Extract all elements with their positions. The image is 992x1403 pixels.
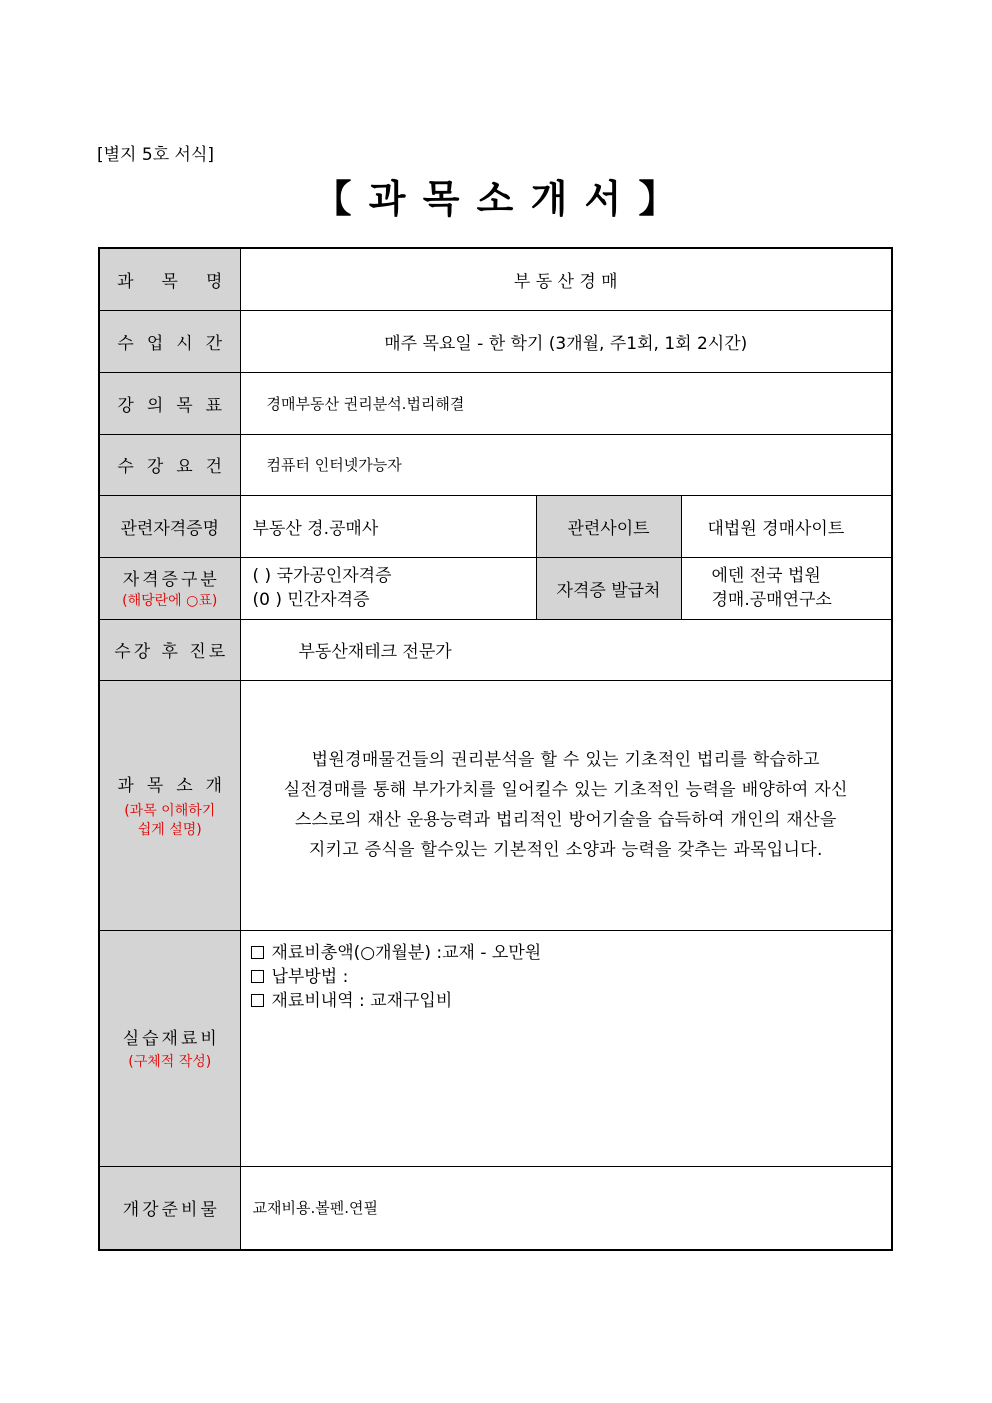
issuer-line-2: 경매.공매연구소 xyxy=(711,590,832,610)
sublabel-materials: (구체적 작성) xyxy=(128,1054,212,1070)
label-certificate: 관련자격증명 xyxy=(99,495,240,557)
value-issuer xyxy=(681,557,892,619)
label-career: 수강 후 진로 xyxy=(99,619,240,680)
value-cert-type xyxy=(240,557,536,619)
cert-option-national: ( ) 국가공인자격증 xyxy=(252,566,392,586)
row-materials xyxy=(99,930,892,1166)
checkbox-icon xyxy=(251,994,264,1007)
title-bracket-right: 】 xyxy=(638,177,679,221)
label-subject: 과목명 xyxy=(99,248,240,310)
row-goal xyxy=(99,372,892,434)
row-class-time xyxy=(99,310,892,372)
value-certificate: 부동산 경.공매사 xyxy=(240,495,536,557)
value-preparation: 교재비용.볼펜.연필 xyxy=(240,1166,892,1250)
value-goal: 경매부동산 권리분석.법리해결 xyxy=(240,372,892,434)
label-intro: 과목소개 (과목 이해하기 쉽게 설명) xyxy=(99,680,240,930)
label-materials: 실습재료비 (구체적 작성) xyxy=(99,930,240,1166)
fee-item-total: 재료비총액(○개월분) :교재 - 오만원 xyxy=(251,941,892,965)
value-related-site: 대법원 경매사이트 xyxy=(681,495,892,557)
fee-item-payment: 납부방법 : xyxy=(251,965,892,989)
sublabel-cert-type: (해당란에 ○표) xyxy=(122,593,218,609)
intro-line-1: 법원경매물건들의 권리분석을 할 수 있는 기초적인 법리를 학습하고 xyxy=(311,750,820,770)
title-bracket-left: 【 xyxy=(313,177,354,221)
course-intro-table xyxy=(98,247,893,1251)
value-career: 부동산재테크 전문가 xyxy=(240,619,892,680)
label-requirement: 수강요건 xyxy=(99,434,240,495)
intro-line-2: 실전경매를 통해 부가가치를 일어킬수 있는 기초적인 능력을 배양하여 자신 xyxy=(283,780,848,800)
label-cert-type: 자격증구분 (해당란에 ○표) xyxy=(99,557,240,619)
row-preparation xyxy=(99,1166,892,1250)
checkbox-icon xyxy=(251,946,264,959)
row-intro xyxy=(99,680,892,930)
value-intro xyxy=(240,680,892,930)
label-goal: 강의목표 xyxy=(99,372,240,434)
fee-item-details: 재료비내역 : 교재구입비 xyxy=(251,989,892,1013)
value-materials xyxy=(240,930,892,1166)
value-class-time: 매주 목요일 - 한 학기 (3개월, 주1회, 1회 2시간) xyxy=(240,310,892,372)
document-title xyxy=(0,168,992,223)
sublabel-intro-2: 쉽게 설명) xyxy=(137,821,202,838)
form-label: [별지 5호 서식] xyxy=(97,145,214,165)
row-career xyxy=(99,619,892,680)
row-subject xyxy=(99,248,892,310)
cert-option-private: (0 ) 민간자격증 xyxy=(252,590,370,610)
checkbox-icon xyxy=(251,970,264,983)
row-certificate xyxy=(99,495,892,557)
row-requirement xyxy=(99,434,892,495)
issuer-line-1: 에덴 전국 법원 xyxy=(711,566,821,586)
intro-line-3: 스스로의 재산 운용능력과 법리적인 방어기술을 습득하여 개인의 재산을 xyxy=(294,810,837,830)
label-preparation: 개강준비물 xyxy=(99,1166,240,1250)
label-issuer: 자격증 발급처 xyxy=(536,557,681,619)
value-requirement: 컴퓨터 인터넷가능자 xyxy=(240,434,892,495)
row-cert-type xyxy=(99,557,892,619)
label-class-time: 수업시간 xyxy=(99,310,240,372)
label-related-site: 관련사이트 xyxy=(536,495,681,557)
value-subject: 부 동 산 경 매 xyxy=(240,248,892,310)
sublabel-intro-1: (과목 이해하기 xyxy=(124,802,216,819)
title-text: 과 목 소 개 서 xyxy=(368,177,624,221)
intro-line-4: 지키고 증식을 할수있는 기본적인 소양과 능력을 갖추는 과목입니다. xyxy=(308,840,823,860)
